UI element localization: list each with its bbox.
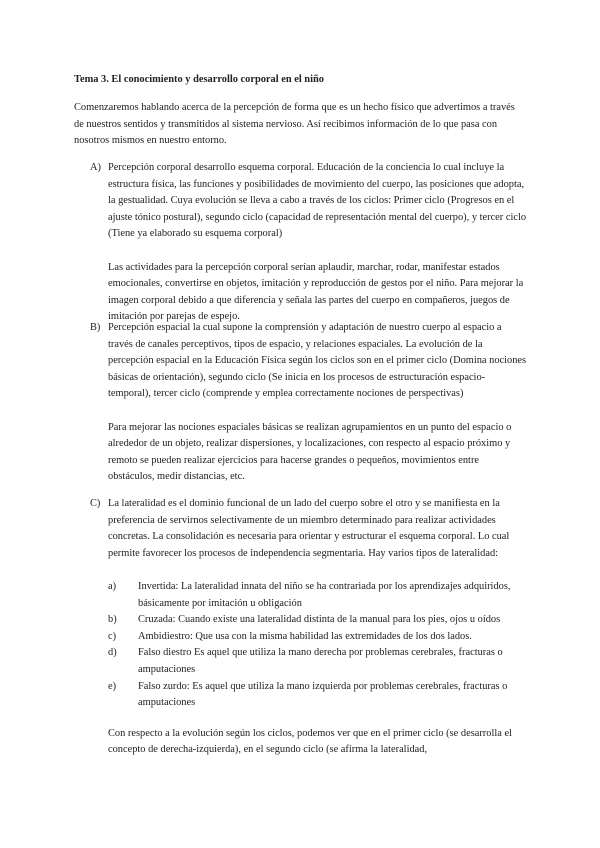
list-item-letter: e) bbox=[108, 680, 117, 692]
document-title: Tema 3. El conocimiento y desarrollo corporal en el niño bbox=[74, 74, 324, 85]
section-paragraph: Las actividades para la percepción corporal serían aplaudir, marchar, rodar, manifestar estados emocionales, convertirse en objetos, imitación y reproducción de gestos por el niño. Para mejorar la imagen corporal debido a que diferencia y señala las partes del cuerpo en compañeros, juegos de imitación por parejas de espejo. bbox=[108, 261, 524, 323]
section-paragraph: Para mejorar las nociones espaciales básicas se realizan agrupamientos en un punto del espacio o alrededor de un objeto, realizar dispersiones, y localizaciones, con respecto al espacio próximo y remoto se pueden realizar ejercicios para hacerse grandes o pequeños, movimientos entre obstáculos, medir distancias, etc. bbox=[108, 421, 512, 483]
section-letter: C) bbox=[90, 498, 101, 509]
section-paragraph: Percepción espacial la cual supone la comprensión y adaptación de nuestro cuerpo al espacio a través de canales perceptivos, tipos de espacio, y relaciones espaciales. La evolución de la percepción espacial en la Educación Física según los ciclos son en el primer ciclo (Domina nociones básicas de orientación), segundo ciclo (Se inicia en los procesos de estructuración espacio-temporal), tercer ciclo (comprende y emplea correctamente nociones de perspectivas) bbox=[108, 322, 527, 400]
list-item-letter: c) bbox=[108, 630, 117, 642]
list-item-text: Invertida: La lateralidad innata del niño se ha contrariada por los aprendizajes adquiridos, básicamente por imitación u obligación bbox=[138, 580, 511, 609]
section-paragraph: La lateralidad es el dominio funcional de un lado del cuerpo sobre el otro y se manifiesta en la preferencia de servirnos selectivamente de un miembro determinado para realizar actividades concretas. La consolidación es necesaria para orientar y estructurar el esquema corporal. Lo cual permite favorecer los procesos de independencia segmentaria. Hay varios tipos de lateralidad: bbox=[108, 498, 510, 559]
list-item-text: Falso diestro Es aquel que utiliza la mano derecha por problemas cerebrales, fracturas o amputaciones bbox=[138, 647, 503, 675]
section-letter: A) bbox=[90, 162, 101, 173]
list-item-letter: a) bbox=[108, 580, 117, 592]
section-paragraph: Percepción corporal desarrollo esquema corporal. Educación de la conciencia lo cual incluye la estructura física, las funciones y posibilidades de movimiento del cuerpo, las posiciones que adopta, la gestualidad. Cuya evolución se lleva a cabo a través de los ciclos: Primer ciclo (Progresos en el ajuste tónico postural), segundo ciclo (capacidad de representación mental del cuerpo), y tercer ciclo (Tiene ya elaborado su esquema corporal) bbox=[108, 162, 527, 240]
section-body bbox=[108, 496, 528, 776]
list-item-letter: b) bbox=[108, 614, 117, 626]
list-item bbox=[108, 645, 528, 678]
list-item bbox=[108, 679, 528, 712]
closing-paragraph: Con respecto a la evolución según los ciclos, podemos ver que en el primer ciclo (se desarrolla el concepto de derecha-izquierda), en el segundo ciclo (se afirma la lateralidad, bbox=[108, 727, 512, 756]
section-body bbox=[108, 320, 528, 503]
section-body bbox=[108, 160, 528, 343]
list-item-text: Cruzada: Cuando existe una lateralidad distinta de la manual para los pies, ojos u oídos bbox=[138, 614, 501, 626]
list-item bbox=[108, 612, 528, 629]
list-item-text: Ambidiestro: Que usa con la misma habilidad las extremidades de los dos lados. bbox=[138, 630, 472, 642]
laterality-types-list bbox=[108, 579, 528, 712]
section-letter: B) bbox=[90, 322, 101, 333]
list-item bbox=[108, 579, 528, 612]
list-item-text: Falso zurdo: Es aquel que utiliza la mano izquierda por problemas cerebrales, fracturas o amputaciones bbox=[138, 680, 508, 709]
list-item bbox=[108, 629, 528, 646]
list-item-letter: d) bbox=[108, 647, 117, 659]
intro-paragraph: Comenzaremos hablando acerca de la percepción de forma que es un hecho físico que advertimos a través de nuestros sentidos y transmitidos al sistema nervioso. Así recibimos información de lo que pasa con nosotros mismos en nuestro entorno. bbox=[74, 102, 515, 147]
